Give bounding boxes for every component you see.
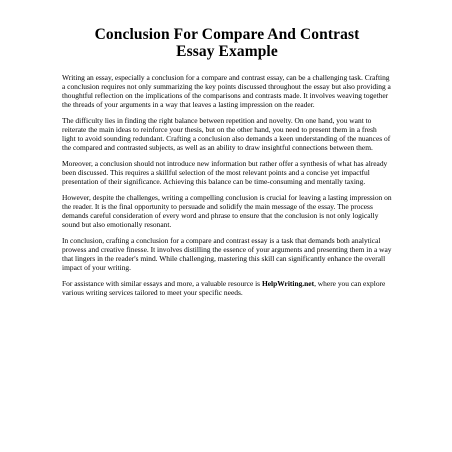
document-page xyxy=(62,26,392,304)
paragraph-6-intro: For assistance with similar essays and more, a valuable resource is xyxy=(62,279,262,288)
paragraph-1: Writing an essay, especially a conclusion for a compare and contrast essay, can be a challenging task. Crafting a conclusion requires not only summarizing the key points discussed throughout the essay but also providing a thoughtful reflection on the implications of the comparisons and contrasts made. It involves weaving together the threads of your arguments in a way that leaves a lasting impression on the reader. xyxy=(62,73,391,109)
document-title xyxy=(62,26,392,60)
helpwriting-link[interactable]: HelpWriting.net xyxy=(261,279,315,288)
paragraph-4: However, despite the challenges, writing a compelling conclusion is crucial for leaving a lasting impression on the reader. It is the final opportunity to persuade and solidify the main message of the essay. The process demands careful consideration of every word and phrase to ensure that the conclusion is not only logically sound but also emotionally resonant. xyxy=(62,193,392,229)
paragraph-3: Moreover, a conclusion should not introduce new information but rather offer a synthesis of what has already been discussed. This requires a skillful selection of the most relevant points and a concise yet impactful presentation of their significance. Achieving this balance can be time-consuming and mentally taxing. xyxy=(62,159,388,186)
paragraph-6-outro: , where you can explore various writing services tailored to meet your specific needs. xyxy=(62,279,386,297)
paragraph-6 xyxy=(62,279,392,297)
title-line-2: Essay Example xyxy=(176,43,278,60)
title-line-1: Conclusion For Compare And Contrast xyxy=(94,26,360,43)
paragraph-2: The difficulty lies in finding the right balance between repetition and novelty. On one hand, you want to reiterate the main ideas to reinforce your thesis, but on the other hand, you need to present them in a fresh light to avoid sounding redundant. Crafting a conclusion also demands a keen understanding of the nuances of the compared and contrasted subjects, as well as an ability to draw insightful connections between them. xyxy=(62,116,391,152)
paragraph-5: In conclusion, crafting a conclusion for a compare and contrast essay is a task that demands both analytical prowess and creative finesse. It involves distilling the essence of your arguments and presenting them in a way that lingers in the reader's mind. While challenging, mastering this skill can significantly enhance the overall impact of your writing. xyxy=(62,236,392,272)
